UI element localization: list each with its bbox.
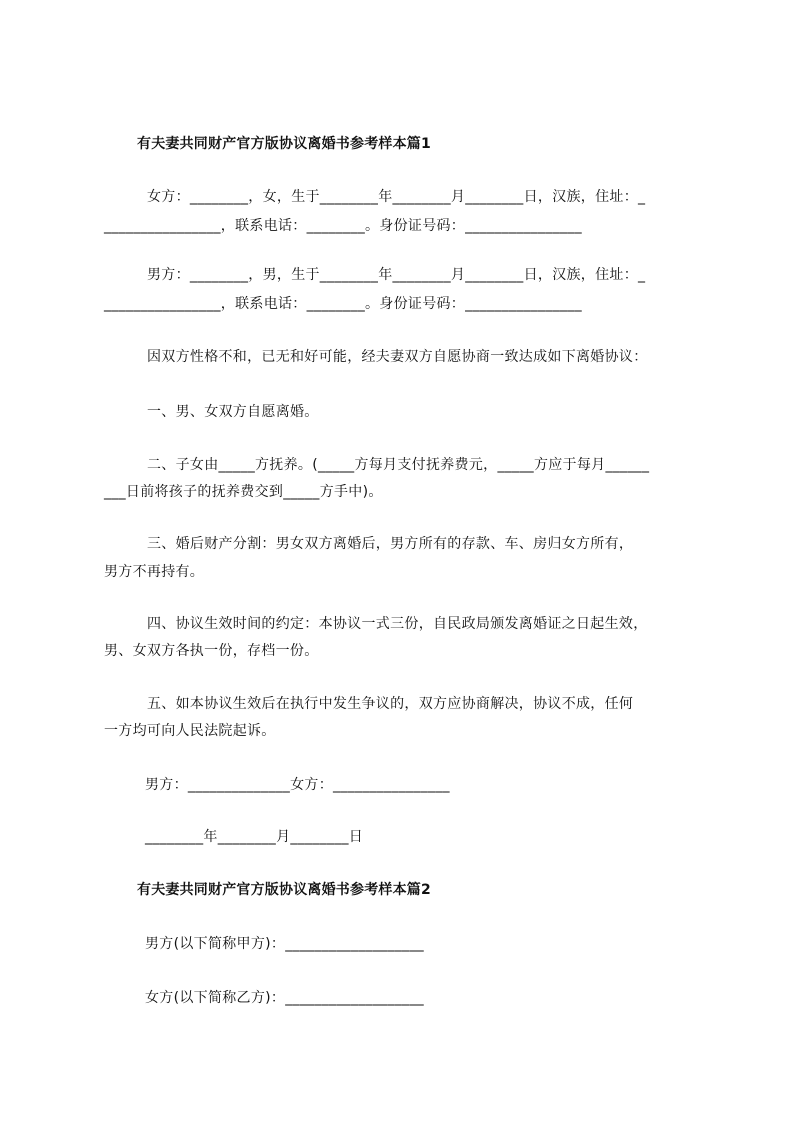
clause-5-line2: 一方均可向人民法院起诉。 [104,723,276,739]
party-a-line: 男方(以下简称甲方)：___________________ [145,936,424,952]
clause-4-line1: 四、协议生效时间的约定：本协议一式三份，自民政局颁发离婚证之日起生效， [147,616,648,632]
clause-1: 一、男、女双方自愿离婚。 [147,404,319,420]
clause-2-line2: ___日前将孩子的抚养费交到_____方手中)。 [104,484,383,500]
intro-paragraph: 因双方性格不和，已无和好可能，经夫妻双方自愿协商一致达成如下离婚协议： [147,349,648,365]
party-b-line: 女方(以下简称乙方)：___________________ [145,990,424,1006]
male-info-line1: 男方：________，男，生于________年________月________日，汉族，住址：_ [147,267,646,283]
signature-line: 男方：______________女方：________________ [145,777,450,793]
clause-2-line1: 二、子女由_____方抚养。(_____方每月支付抚养费元，_____方应于每月______ [147,457,650,473]
clause-3-line1: 三、婚后财产分割：男女双方离婚后，男方所有的存款、车、房归女方所有， [147,536,634,552]
clause-4-line2: 男、女双方各执一份，存档一份。 [104,643,319,659]
female-info-line1: 女方：________，女，生于________年________月________日，汉族，住址：_ [147,189,646,205]
male-info-line2: ________________，联系电话：________。身份证号码：________________ [104,296,582,312]
section1-title: 有夫妻共同财产官方版协议离婚书参考样本篇1 [137,136,431,152]
date-line: ________年________月________日 [145,829,364,845]
female-info-line2: ________________，联系电话：________。身份证号码：________________ [104,218,582,234]
section2-title: 有夫妻共同财产官方版协议离婚书参考样本篇2 [137,882,431,898]
clause-3-line2: 男方不再持有。 [104,564,205,580]
clause-5-line1: 五、如本协议生效后在执行中发生争议的，双方应协商解决，协议不成，任何 [147,696,634,712]
